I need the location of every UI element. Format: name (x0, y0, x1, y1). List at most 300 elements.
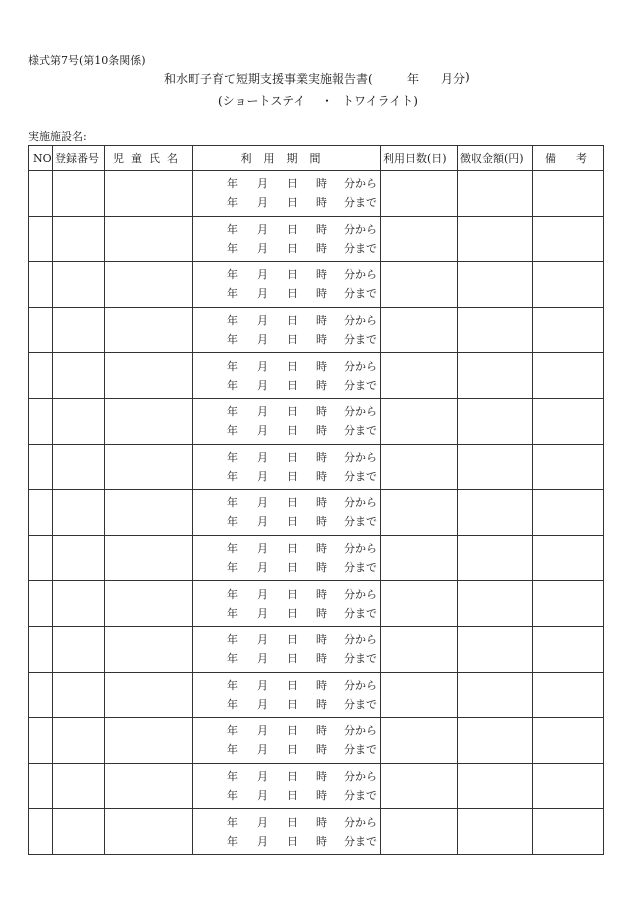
month-unit: 月 (257, 515, 268, 529)
report-title-month-label: 月分 (441, 72, 466, 86)
minute-from-unit: 分から (344, 542, 377, 556)
table-row (29, 626, 604, 672)
usage-period-cell[interactable] (193, 718, 381, 764)
registration-number-cell[interactable] (53, 307, 105, 353)
month-unit: 月 (257, 587, 268, 601)
table-row (29, 262, 604, 308)
year-unit: 年 (227, 424, 238, 438)
minute-from-unit: 分から (344, 633, 377, 647)
month-unit: 月 (257, 241, 268, 255)
collected-amount-cell[interactable] (458, 581, 533, 627)
month-unit: 月 (257, 606, 268, 620)
column-header-amount: 徴収金額(円) (458, 146, 533, 171)
hour-unit: 時 (316, 652, 327, 666)
column-header-notes: 備考 (533, 146, 604, 171)
year-unit: 年 (227, 450, 238, 464)
child-name-cell[interactable] (105, 535, 193, 581)
year-unit: 年 (227, 652, 238, 666)
year-unit: 年 (227, 770, 238, 784)
hour-unit: 時 (316, 587, 327, 601)
period-end-line (193, 284, 380, 303)
period-end-line (193, 193, 380, 212)
registration-number-cell[interactable] (53, 398, 105, 444)
period-end-line (193, 467, 380, 486)
day-unit: 日 (287, 359, 298, 373)
registration-number-cell[interactable] (53, 444, 105, 490)
day-unit: 日 (287, 515, 298, 529)
month-unit: 月 (257, 469, 268, 483)
notes-cell[interactable] (533, 672, 604, 718)
minute-until-unit: 分まで (344, 834, 377, 848)
usage-days-cell[interactable] (381, 262, 458, 308)
no-cell[interactable] (29, 490, 53, 536)
minute-until-unit: 分まで (344, 515, 377, 529)
year-unit: 年 (227, 469, 238, 483)
day-unit: 日 (287, 287, 298, 301)
hour-unit: 時 (316, 241, 327, 255)
registration-number-cell[interactable] (53, 535, 105, 581)
period-end-line (193, 832, 380, 851)
period-start-line (193, 402, 380, 421)
usage-period-cell[interactable] (193, 809, 381, 855)
notes-cell[interactable] (533, 262, 604, 308)
notes-cell[interactable] (533, 763, 604, 809)
usage-days-cell[interactable] (381, 444, 458, 490)
usage-days-cell[interactable] (381, 626, 458, 672)
table-row (29, 809, 604, 855)
collected-amount-cell[interactable] (458, 535, 533, 581)
no-cell[interactable] (29, 763, 53, 809)
collected-amount-cell[interactable] (458, 718, 533, 764)
minute-from-unit: 分から (344, 587, 377, 601)
period-end-line (193, 740, 380, 759)
month-unit: 月 (257, 359, 268, 373)
no-cell[interactable] (29, 718, 53, 764)
report-title-close: ) (465, 70, 470, 84)
day-unit: 日 (287, 241, 298, 255)
day-unit: 日 (287, 314, 298, 328)
collected-amount-cell[interactable] (458, 262, 533, 308)
table-row (29, 581, 604, 627)
collected-amount-cell[interactable] (458, 216, 533, 262)
hour-unit: 時 (316, 333, 327, 347)
year-unit: 年 (227, 196, 238, 210)
period-start-line (193, 311, 380, 330)
usage-period-cell[interactable] (193, 626, 381, 672)
table-header-row (29, 146, 604, 171)
minute-from-unit: 分から (344, 770, 377, 784)
minute-until-unit: 分まで (344, 697, 377, 711)
table-row (29, 307, 604, 353)
period-start-line (193, 767, 380, 786)
minute-until-unit: 分まで (344, 606, 377, 620)
day-unit: 日 (287, 587, 298, 601)
usage-days-cell[interactable] (381, 490, 458, 536)
day-unit: 日 (287, 222, 298, 236)
child-name-cell[interactable] (105, 398, 193, 444)
usage-days-cell[interactable] (381, 535, 458, 581)
month-unit: 月 (257, 542, 268, 556)
usage-period-cell[interactable] (193, 353, 381, 399)
notes-cell[interactable] (533, 353, 604, 399)
period-end-line (193, 330, 380, 349)
period-start-line (193, 220, 380, 239)
day-unit: 日 (287, 333, 298, 347)
day-unit: 日 (287, 606, 298, 620)
month-unit: 月 (257, 834, 268, 848)
year-unit: 年 (227, 222, 238, 236)
child-name-cell[interactable] (105, 718, 193, 764)
collected-amount-cell[interactable] (458, 171, 533, 217)
period-end-line (193, 604, 380, 623)
period-end-line (193, 421, 380, 440)
notes-cell[interactable] (533, 809, 604, 855)
child-name-cell[interactable] (105, 353, 193, 399)
collected-amount-cell[interactable] (458, 672, 533, 718)
registration-number-cell[interactable] (53, 763, 105, 809)
registration-number-cell[interactable] (53, 353, 105, 399)
month-unit: 月 (257, 633, 268, 647)
notes-cell[interactable] (533, 626, 604, 672)
minute-until-unit: 分まで (344, 196, 377, 210)
period-end-line (193, 649, 380, 668)
usage-days-cell[interactable] (381, 672, 458, 718)
year-unit: 年 (227, 241, 238, 255)
period-start-line (193, 676, 380, 695)
day-unit: 日 (287, 405, 298, 419)
hour-unit: 時 (316, 287, 327, 301)
form-number: 様式第7号(第10条関係) (28, 54, 146, 67)
hour-unit: 時 (316, 405, 327, 419)
hour-unit: 時 (316, 196, 327, 210)
column-header-days: 利用日数(日) (381, 146, 458, 171)
minute-until-unit: 分まで (344, 241, 377, 255)
day-unit: 日 (287, 834, 298, 848)
facility-name-label: 実施施設名: (28, 130, 87, 143)
child-name-cell[interactable] (105, 444, 193, 490)
registration-number-cell[interactable] (53, 672, 105, 718)
minute-until-unit: 分まで (344, 333, 377, 347)
usage-days-cell[interactable] (381, 307, 458, 353)
period-start-line (193, 721, 380, 740)
notes-cell[interactable] (533, 490, 604, 536)
no-cell[interactable] (29, 535, 53, 581)
notes-cell[interactable] (533, 398, 604, 444)
usage-period-cell[interactable] (193, 581, 381, 627)
table-row (29, 672, 604, 718)
year-unit: 年 (227, 378, 238, 392)
hour-unit: 時 (316, 222, 327, 236)
table-row (29, 216, 604, 262)
day-unit: 日 (287, 450, 298, 464)
notes-cell[interactable] (533, 216, 604, 262)
hour-unit: 時 (316, 542, 327, 556)
day-unit: 日 (287, 496, 298, 510)
collected-amount-cell[interactable] (458, 398, 533, 444)
day-unit: 日 (287, 196, 298, 210)
day-unit: 日 (287, 561, 298, 575)
minute-from-unit: 分から (344, 815, 377, 829)
day-unit: 日 (287, 652, 298, 666)
minute-from-unit: 分から (344, 359, 377, 373)
table-row (29, 718, 604, 764)
hour-unit: 時 (316, 515, 327, 529)
minute-from-unit: 分から (344, 724, 377, 738)
month-unit: 月 (257, 405, 268, 419)
period-end-line (193, 512, 380, 531)
month-unit: 月 (257, 314, 268, 328)
year-unit: 年 (227, 633, 238, 647)
day-unit: 日 (287, 770, 298, 784)
minute-until-unit: 分まで (344, 652, 377, 666)
year-unit: 年 (227, 834, 238, 848)
notes-cell[interactable] (533, 444, 604, 490)
registration-number-cell[interactable] (53, 262, 105, 308)
day-unit: 日 (287, 815, 298, 829)
hour-unit: 時 (316, 834, 327, 848)
usage-days-cell[interactable] (381, 216, 458, 262)
month-unit: 月 (257, 561, 268, 575)
hour-unit: 時 (316, 678, 327, 692)
minute-from-unit: 分から (344, 314, 377, 328)
usage-period-cell[interactable] (193, 535, 381, 581)
usage-period-cell[interactable] (193, 216, 381, 262)
child-name-cell[interactable] (105, 262, 193, 308)
column-header-no: NO (29, 146, 53, 171)
period-end-line (193, 558, 380, 577)
usage-days-cell[interactable] (381, 398, 458, 444)
notes-cell[interactable] (533, 171, 604, 217)
year-unit: 年 (227, 815, 238, 829)
month-unit: 月 (257, 222, 268, 236)
usage-period-cell[interactable] (193, 398, 381, 444)
year-unit: 年 (227, 515, 238, 529)
child-name-cell[interactable] (105, 581, 193, 627)
hour-unit: 時 (316, 268, 327, 282)
hour-unit: 時 (316, 770, 327, 784)
notes-cell[interactable] (533, 718, 604, 764)
period-start-line (193, 493, 380, 512)
month-unit: 月 (257, 770, 268, 784)
minute-until-unit: 分まで (344, 287, 377, 301)
month-unit: 月 (257, 450, 268, 464)
day-unit: 日 (287, 542, 298, 556)
minute-from-unit: 分から (344, 496, 377, 510)
table-row (29, 398, 604, 444)
year-unit: 年 (227, 606, 238, 620)
usage-period-cell[interactable] (193, 444, 381, 490)
no-cell[interactable] (29, 353, 53, 399)
usage-period-cell[interactable] (193, 171, 381, 217)
minute-from-unit: 分から (344, 450, 377, 464)
year-unit: 年 (227, 678, 238, 692)
subtitle-twilight: トワイライト) (342, 94, 418, 108)
usage-period-cell[interactable] (193, 307, 381, 353)
year-unit: 年 (227, 697, 238, 711)
month-unit: 月 (257, 496, 268, 510)
minute-from-unit: 分から (344, 405, 377, 419)
notes-cell[interactable] (533, 535, 604, 581)
year-unit: 年 (227, 587, 238, 601)
no-cell[interactable] (29, 216, 53, 262)
period-start-line (193, 585, 380, 604)
no-cell[interactable] (29, 444, 53, 490)
hour-unit: 時 (316, 697, 327, 711)
period-end-line (193, 786, 380, 805)
year-unit: 年 (227, 287, 238, 301)
hour-unit: 時 (316, 561, 327, 575)
hour-unit: 時 (316, 724, 327, 738)
registration-number-cell[interactable] (53, 490, 105, 536)
minute-until-unit: 分まで (344, 561, 377, 575)
collected-amount-cell[interactable] (458, 353, 533, 399)
year-unit: 年 (227, 743, 238, 757)
minute-from-unit: 分から (344, 268, 377, 282)
child-name-cell[interactable] (105, 763, 193, 809)
usage-period-cell[interactable] (193, 763, 381, 809)
column-header-period: 利用期間 (193, 146, 381, 171)
month-unit: 月 (257, 196, 268, 210)
usage-days-cell[interactable] (381, 763, 458, 809)
month-unit: 月 (257, 743, 268, 757)
collected-amount-cell[interactable] (458, 490, 533, 536)
table-row (29, 535, 604, 581)
table-row (29, 444, 604, 490)
day-unit: 日 (287, 378, 298, 392)
day-unit: 日 (287, 678, 298, 692)
period-end-line (193, 376, 380, 395)
year-unit: 年 (227, 789, 238, 803)
year-unit: 年 (227, 542, 238, 556)
registration-number-cell[interactable] (53, 581, 105, 627)
hour-unit: 時 (316, 450, 327, 464)
usage-days-cell[interactable] (381, 171, 458, 217)
minute-until-unit: 分まで (344, 378, 377, 392)
month-unit: 月 (257, 287, 268, 301)
child-name-cell[interactable] (105, 809, 193, 855)
month-unit: 月 (257, 378, 268, 392)
no-cell[interactable] (29, 626, 53, 672)
no-cell[interactable] (29, 171, 53, 217)
collected-amount-cell[interactable] (458, 307, 533, 353)
period-start-line (193, 448, 380, 467)
usage-days-cell[interactable] (381, 809, 458, 855)
hour-unit: 時 (316, 424, 327, 438)
period-start-line (193, 357, 380, 376)
usage-days-cell[interactable] (381, 718, 458, 764)
year-unit: 年 (227, 177, 238, 191)
hour-unit: 時 (316, 633, 327, 647)
hour-unit: 時 (316, 496, 327, 510)
child-name-cell[interactable] (105, 626, 193, 672)
child-name-cell[interactable] (105, 307, 193, 353)
day-unit: 日 (287, 743, 298, 757)
month-unit: 月 (257, 815, 268, 829)
no-cell[interactable] (29, 262, 53, 308)
usage-period-cell[interactable] (193, 490, 381, 536)
collected-amount-cell[interactable] (458, 809, 533, 855)
subtitle-shortstay: (ショートステイ (218, 94, 306, 108)
usage-report-table (28, 145, 607, 855)
no-cell[interactable] (29, 809, 53, 855)
registration-number-cell[interactable] (53, 718, 105, 764)
hour-unit: 時 (316, 378, 327, 392)
minute-until-unit: 分まで (344, 424, 377, 438)
period-start-line (193, 265, 380, 284)
day-unit: 日 (287, 697, 298, 711)
year-unit: 年 (227, 314, 238, 328)
day-unit: 日 (287, 789, 298, 803)
child-name-cell[interactable] (105, 171, 193, 217)
usage-period-cell[interactable] (193, 672, 381, 718)
year-unit: 年 (227, 561, 238, 575)
year-unit: 年 (227, 268, 238, 282)
registration-number-cell[interactable] (53, 216, 105, 262)
hour-unit: 時 (316, 743, 327, 757)
table-body (29, 171, 604, 855)
hour-unit: 時 (316, 469, 327, 483)
table-row (29, 490, 604, 536)
registration-number-cell[interactable] (53, 171, 105, 217)
no-cell[interactable] (29, 307, 53, 353)
hour-unit: 時 (316, 789, 327, 803)
registration-number-cell[interactable] (53, 809, 105, 855)
month-unit: 月 (257, 268, 268, 282)
month-unit: 月 (257, 333, 268, 347)
year-unit: 年 (227, 405, 238, 419)
child-name-cell[interactable] (105, 490, 193, 536)
report-title-main: 和水町子育て短期支援事業実施報告書( (164, 72, 373, 86)
day-unit: 日 (287, 633, 298, 647)
month-unit: 月 (257, 424, 268, 438)
period-start-line (193, 813, 380, 832)
no-cell[interactable] (29, 398, 53, 444)
month-unit: 月 (257, 177, 268, 191)
day-unit: 日 (287, 268, 298, 282)
usage-period-cell[interactable] (193, 262, 381, 308)
collected-amount-cell[interactable] (458, 444, 533, 490)
day-unit: 日 (287, 724, 298, 738)
registration-number-cell[interactable] (53, 626, 105, 672)
minute-from-unit: 分から (344, 678, 377, 692)
notes-cell[interactable] (533, 307, 604, 353)
hour-unit: 時 (316, 815, 327, 829)
notes-cell[interactable] (533, 581, 604, 627)
period-start-line (193, 174, 380, 193)
period-start-line (193, 630, 380, 649)
collected-amount-cell[interactable] (458, 626, 533, 672)
no-cell[interactable] (29, 581, 53, 627)
usage-days-cell[interactable] (381, 581, 458, 627)
usage-days-cell[interactable] (381, 353, 458, 399)
period-start-line (193, 539, 380, 558)
minute-until-unit: 分まで (344, 789, 377, 803)
no-cell[interactable] (29, 672, 53, 718)
child-name-cell[interactable] (105, 672, 193, 718)
child-name-cell[interactable] (105, 216, 193, 262)
period-end-line (193, 695, 380, 714)
hour-unit: 時 (316, 314, 327, 328)
minute-until-unit: 分まで (344, 743, 377, 757)
month-unit: 月 (257, 652, 268, 666)
report-title-year-label: 年 (407, 72, 420, 86)
day-unit: 日 (287, 469, 298, 483)
subtitle-separator: ・ (321, 94, 334, 108)
minute-from-unit: 分から (344, 177, 377, 191)
minute-from-unit: 分から (344, 222, 377, 236)
year-unit: 年 (227, 724, 238, 738)
collected-amount-cell[interactable] (458, 763, 533, 809)
